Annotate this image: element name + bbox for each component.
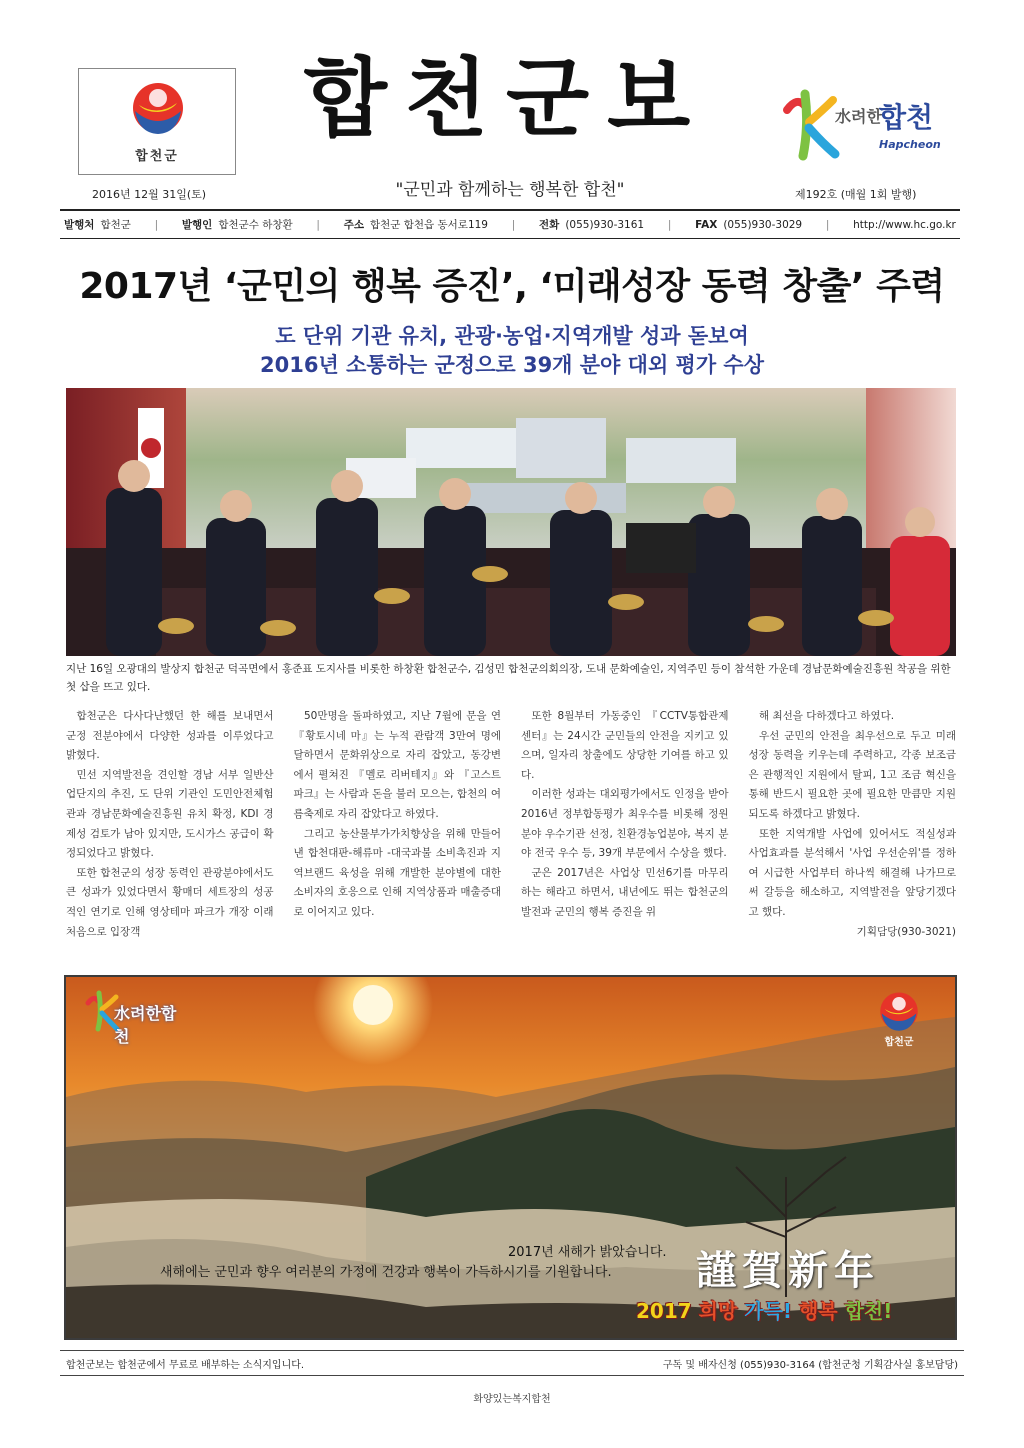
article-column-1 — [66, 707, 274, 961]
paragraph: 합천군은 다사다난했던 한 해를 보내면서 군정 전분야에서 다양한 성과를 이루었다고 밝혔다. — [66, 710, 274, 762]
subheadline-1: 도 단위 기관 유치, 관광·농업·지역개발 성과 돋보여 — [275, 324, 749, 348]
paragraph: 그리고 농산물부가가치향상을 위해 만들어낸 합천대판-해류마 -대국과불 소비촉진과 지역브랜드 육성을 위해 개발한 분야별에 대한 소비자의 호응으로 인해 지역상품과 매출증대로 이어지고 있다. — [293, 827, 501, 918]
county-logo-box — [78, 68, 236, 175]
newspaper-title: 합천군보 — [303, 49, 709, 149]
slogan-word: 희망 — [698, 1299, 738, 1323]
footer-subscription: 구독 및 배자신청 (055)930-3164 (합천군청 기획감사실 홍보담당) — [662, 1359, 958, 1371]
paragraph: 또한 합천군의 성장 동력인 관광분야에서도 큰 성과가 있었다면서 황매더 세트장의 성공적인 연기로 인해 영상테마 파크가 개장 이래 처음으로 입장객 — [66, 866, 274, 938]
paragraph: 우선 군민의 안전을 최우선으로 두고 미래성장 동력을 키우는데 주력하고, 각종 보조금은 관행적인 지원에서 탈피, 1고 조금 혁신을 통해 반드시 필요한 곳에 필요한 만큼만 지원되도록 하겠다고 밝혔다. — [748, 729, 956, 820]
photo-caption: 지난 16일 오광대의 발상지 합천군 덕곡면에서 홍준표 도지사를 비롯한 하창환 합천군수, 김성민 합천군의회의장, 도내 문화예술인, 지역주민 등이 참석한 가운데 경남문화예술진흥원 착공을 위한 첫 삽을 뜨고 있다. — [66, 663, 951, 693]
phone-info: 전화 (055)930-3161 — [539, 219, 645, 231]
address-info: 주소 합천군 합천읍 동서로119 — [343, 219, 488, 231]
greeting-line-2: 새해에는 군민과 향우 여러분의 가정에 건강과 행복이 가득하시기를 기원합니다. — [160, 1265, 612, 1280]
publisher-bar — [60, 209, 960, 239]
newspaper-slogan: "군민과 함께하는 행복한 합천" — [395, 180, 625, 200]
brand-name: 합천 — [879, 101, 934, 134]
brand-logo — [775, 86, 955, 176]
paragraph: 50만명을 돌파하였고, 지난 7월에 문을 연 『황토시네 마』는 누적 관람객 3만여 명에 달하면서 문화위상으로 자리 잡았고, 동강변에서 펼쳐진 『멜로 리버테지』와 『고스트 파크』는 사람과 돈을 불러 모으는, 합천의 여름축제로 자리 잡았다고 하였다. — [293, 710, 501, 820]
paragraph: 또한 8월부터 가동중인 『CCTV통합관제센터』는 24시간 군민들의 안전을 지키고 있으며, 일자리 창출에도 상당한 기여를 하고 있다. — [521, 710, 729, 781]
footer-motto: 화양있는복지합천 — [473, 1394, 551, 1405]
fax-info: FAX (055)930-3029 — [695, 218, 803, 231]
separator: | — [825, 218, 830, 231]
slogan-word: 가득! — [744, 1299, 793, 1323]
footer-note-left: 합천군보는 합천군에서 무료로 배부하는 소식지입니다. — [66, 1359, 305, 1371]
banner-emblem-label: 합천군 — [884, 1037, 914, 1048]
groundbreaking-photo — [66, 388, 956, 656]
slogan-year: 2017 — [636, 1299, 692, 1323]
greeting-hanja: 謹賀新年 — [696, 1247, 880, 1294]
county-emblem-icon — [874, 991, 924, 1033]
greeting-slogan — [636, 1295, 892, 1324]
paragraph: 이러한 성과는 대외평가에서도 인정을 받아 2016년 정부합동평가 최우수를 비롯해 정원분야 우수기관 선정, 친환경농업분야, 복지 분야 전국 우수 등, 39개 부문에서 수상을 했다. — [521, 788, 729, 860]
banner-county-emblem — [874, 991, 924, 1051]
separator: | — [667, 218, 672, 231]
main-headline: 2017년 ‘군민의 행복 증진’, ‘미래성장 동력 창출’ 주력 — [79, 266, 945, 307]
issue-number: 제192호 (매월 1회 발행) — [795, 188, 917, 201]
brand-prefix: 水려한 — [835, 107, 882, 126]
website-link[interactable]: http://www.hc.go.kr — [853, 218, 956, 231]
issuer-info: 발행인 합천군수 하창환 — [181, 219, 293, 231]
new-year-banner — [64, 975, 957, 1340]
brand-english: Hapcheon — [879, 138, 941, 151]
paragraph: 군은 2017년은 사업상 민선6기를 마무리하는 해라고 하면서, 내년에도 뛰는 합천군의 발전과 군민의 행복 증진을 위 — [521, 866, 729, 918]
subheadline-2: 2016년 소통하는 군정으로 39개 분야 대외 평가 수상 — [260, 353, 764, 377]
article-column-4 — [749, 707, 957, 961]
paragraph: 민선 지역발전을 견인할 경남 서부 일반산업단지의 추진, 도 단위 기관인 도민안전체험관과 경남문화예술진흥원 유치 확정, KDI 경제성 검토가 남아 있지만, 도시가스 공급이 확정되었다고 밝혔다. — [66, 768, 274, 860]
article-contact: 기획담당(930-3021) — [856, 925, 956, 938]
slogan-word: 합천! — [844, 1299, 893, 1323]
banner-brand-logo — [82, 989, 182, 1046]
slogan-word: 행복 — [798, 1299, 838, 1323]
separator: | — [316, 218, 320, 231]
article-column-2 — [294, 707, 502, 961]
paragraph: 해 최선을 다하겠다고 하였다. — [759, 710, 895, 722]
greeting-line-1: 2017년 새해가 밝았습니다. — [508, 1245, 667, 1260]
separator: | — [154, 218, 159, 231]
county-logo-label: 합천군 — [135, 149, 179, 164]
article-body — [66, 707, 956, 961]
paragraph: 또한 지역개발 사업에 있어서도 적실성과 사업효과를 분석해서 '사업 우선순위'를 정하여 시급한 사업부터 하나씩 해결해 나가므로써 갈등을 해소하고, 지역발전을 앞당기겠다고 했다. — [748, 827, 956, 918]
banner-brand-name: 水려한합천 — [114, 1004, 177, 1046]
county-emblem-icon — [131, 81, 185, 137]
article-column-3 — [521, 707, 729, 961]
publisher-info: 발행처 합천군 — [64, 219, 131, 231]
separator: | — [511, 218, 516, 231]
footer-bar — [60, 1350, 964, 1376]
issue-date: 2016년 12월 31일(토) — [92, 188, 207, 201]
